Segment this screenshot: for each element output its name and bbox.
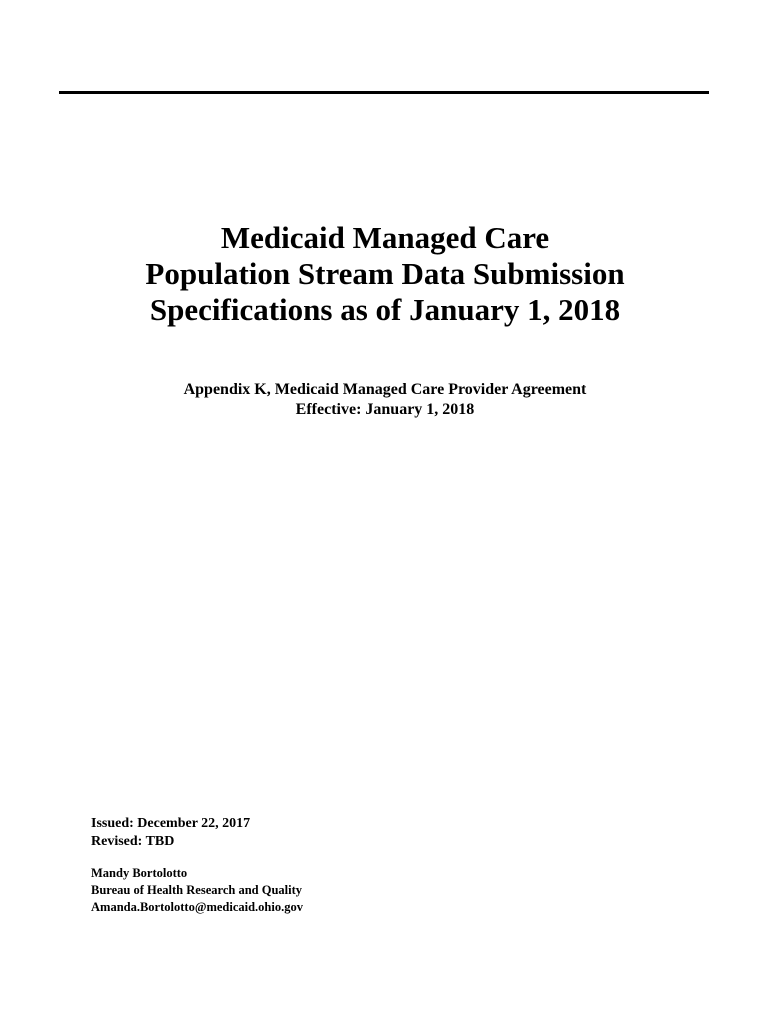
contact-name: Mandy Bortolotto — [91, 866, 188, 880]
title-line-3: Specifications as of January 1, 2018 — [149, 292, 621, 327]
title-line-2: Population Stream Data Submission — [145, 256, 625, 291]
title-line-1: Medicaid Managed Care — [220, 220, 550, 255]
contact-department: Bureau of Health Research and Quality — [91, 883, 303, 897]
revised-date: Revised: TBD — [91, 834, 175, 849]
document-title — [0, 220, 770, 328]
appendix-line: Appendix K, Medicaid Managed Care Provider Agreement — [183, 381, 587, 398]
document-subtitle — [0, 380, 770, 420]
effective-date-line: Effective: January 1, 2018 — [295, 401, 475, 418]
issued-date: Issued: December 22, 2017 — [91, 816, 251, 831]
issue-info — [91, 815, 250, 851]
top-horizontal-rule — [59, 91, 709, 94]
contact-info — [91, 865, 303, 916]
contact-email[interactable]: Amanda.Bortolotto@medicaid.ohio.gov — [91, 900, 303, 914]
